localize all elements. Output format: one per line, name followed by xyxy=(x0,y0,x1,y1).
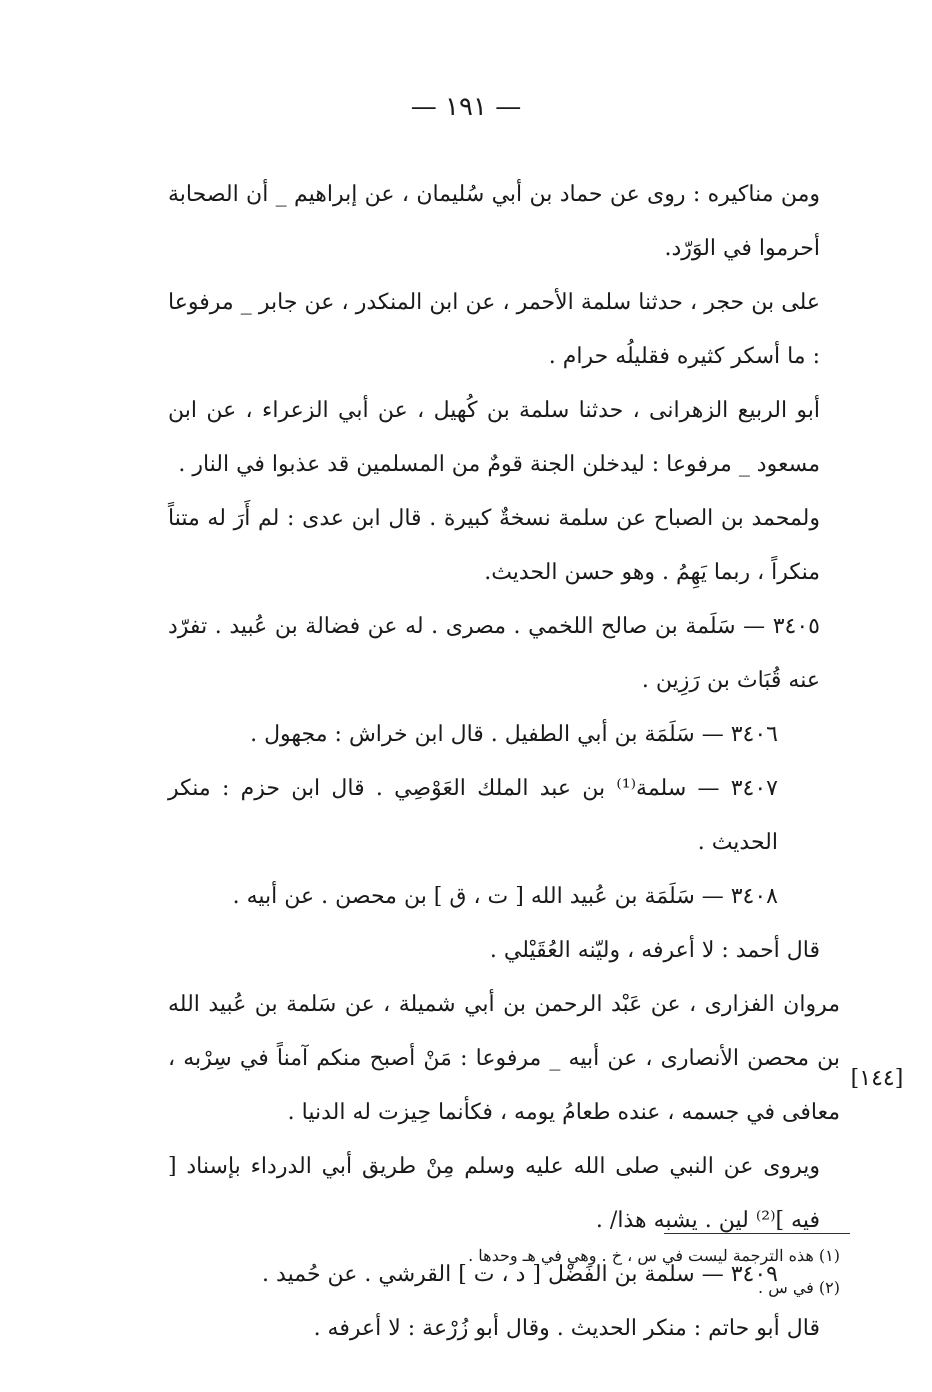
paragraph: على بن حجر ، حدثنا سلمة الأحمر ، عن ابن المنكدر ، عن جابر _ مرفوعا : ما أسكر كثيره فقليلُه حرام . xyxy=(168,290,820,369)
paragraph: ويروى عن النبي صلى الله عليه وسلم مِنْ طريق أبي الدرداء بإسناد [ فيه ]⁽²⁾ لين . يشبه هذا/ . xyxy=(168,1154,820,1233)
entry-3406: ٣٤٠٦ — سَلَمَة بن أبي الطفيل . قال ابن خراش : مجهول . xyxy=(250,722,778,747)
entry-3405: ٣٤٠٥ — سَلَمة بن صالح اللخمي . مصرى . له عن فضالة بن عُبيد . تفرّد عنه قُبَاث بن رَزِين . xyxy=(168,614,820,693)
footnote-separator xyxy=(664,1233,850,1234)
footnote: (١) هذه الترجمة ليست في س ، خ . وهي في هـ وحدها . xyxy=(468,1246,840,1265)
footnotes xyxy=(168,1240,840,1304)
margin-folio-note: [١٤٤] xyxy=(850,1066,904,1091)
paragraph: ولمحمد بن الصباح عن سلمة نسخةٌ كبيرة . قال ابن عدى : لم أَرَ له متناً منكراً ، ربما يَهِمُ . وهو حسن الحديث. xyxy=(168,506,820,585)
entry-3407: ٣٤٠٧ — سلمة⁽¹⁾ بن عبد الملك العَوْصِي . قال ابن حزم : منكر الحديث . xyxy=(168,776,778,855)
paragraph: مروان الفزارى ، عن عَبْد الرحمن بن أبي شميلة ، عن سَلمة بن عُبيد الله بن محصن الأنصارى ، عن أبيه _ مرفوعا : مَنْ أصبح منكم آمناً في سِرْبه ، معافى في جسمه ، عنده طعامُ يومه ، فكأنما حِيزت له الدنيا . xyxy=(168,992,840,1125)
entry-3408: ٣٤٠٨ — سَلَمَة بن عُبيد الله [ ت ، ق ] بن محصن . عن أبيه . xyxy=(232,884,778,909)
paragraph: قال أحمد : لا أعرفه ، وليّنه العُقَيْلي . xyxy=(489,938,820,963)
main-text xyxy=(168,168,840,1356)
paragraph: قال أبو حاتم : منكر الحديث . وقال أبو زُرْعة : لا أعرفه . xyxy=(313,1316,820,1341)
paragraph: أبو الربيع الزهرانى ، حدثنا سلمة بن كُهيل ، عن أبي الزعراء ، عن ابن مسعود _ مرفوعا : ليدخلن الجنة قومٌ من المسلمين قد عذبوا في النار . xyxy=(168,398,820,477)
entry-3409: ٣٤٠٩ — سلمة بن الفَضْل [ د ، ت ] القرشي . عن حُميد . xyxy=(262,1262,778,1287)
paragraph: ومن مناكيره : روى عن حماد بن أبي سُليمان ، عن إبراهيم _ أن الصحابة أحرموا في الوَرّد. xyxy=(168,182,820,261)
footnote: (٢) في س . xyxy=(758,1278,840,1297)
page-number: — ١٩١ — xyxy=(410,92,522,122)
